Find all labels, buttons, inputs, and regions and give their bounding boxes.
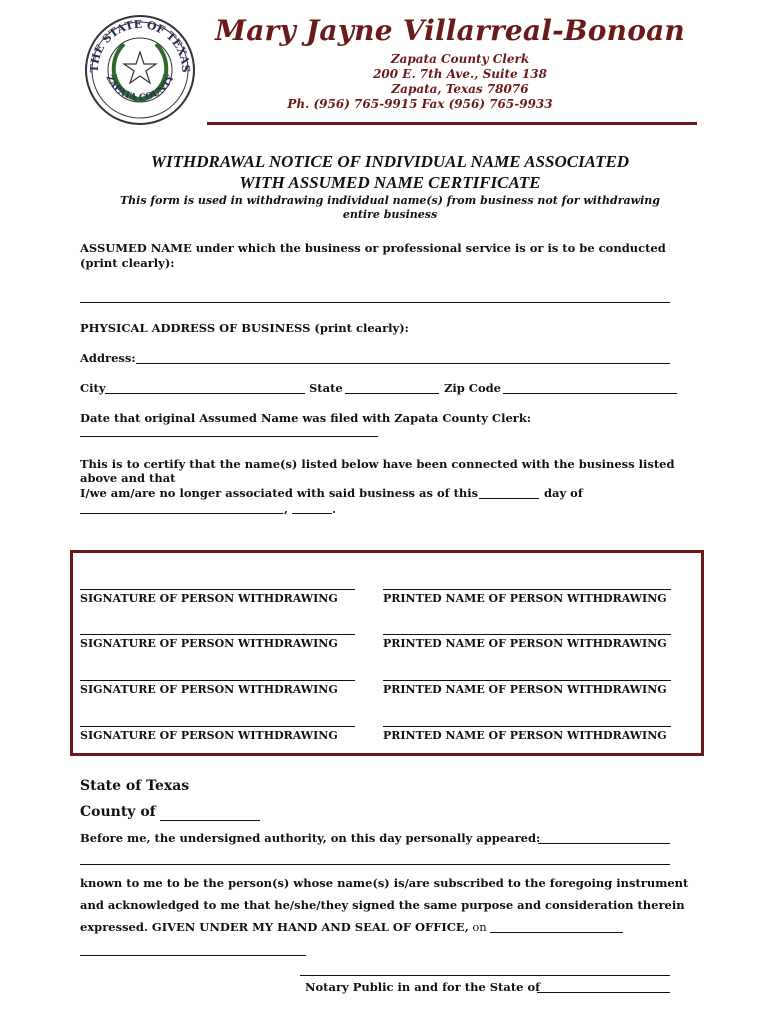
certify-text-3: I/we am/are no longer associated with said business as of this	[80, 486, 479, 500]
before-me-text: Before me, the undersigned authority, on this day personally appeared:	[80, 831, 541, 845]
office-city: Zapata, Texas 78076	[391, 82, 529, 96]
state-label: State	[309, 381, 343, 395]
address-label: Address:	[80, 351, 136, 365]
svg-text:THE STATE OF TEXAS: THE STATE OF TEXAS	[87, 17, 193, 73]
appeared-field[interactable]	[538, 843, 670, 844]
notary-state-label: State of Texas	[80, 778, 190, 794]
appeared-field-2[interactable]	[80, 864, 670, 865]
day-field[interactable]	[479, 498, 539, 499]
form-title-line2: WITH ASSUMED NAME CERTIFICATE	[239, 173, 541, 192]
known-text-2: and acknowledged to me that he/she/they signed the same purpose and consideration therein	[80, 898, 685, 912]
county-field[interactable]	[160, 820, 260, 821]
assumed-name-label-2: (print clearly):	[80, 256, 175, 270]
notary-name-field[interactable]	[300, 975, 670, 976]
form-title-line1: WITHDRAWAL NOTICE OF INDIVIDUAL NAME ASSOCIATED	[150, 152, 630, 171]
printed-name-field[interactable]	[383, 573, 671, 590]
signature-box	[70, 550, 704, 756]
expressed-text: expressed. GIVEN UNDER MY HAND AND SEAL OF OFFICE, on	[80, 920, 487, 934]
notary-county-label: County of	[80, 804, 156, 820]
city-label: City	[80, 381, 106, 395]
signature-row	[73, 618, 701, 648]
month-field[interactable]	[80, 513, 283, 514]
printed-name-field[interactable]	[383, 710, 671, 727]
signature-label: SIGNATURE OF PERSON WITHDRAWING	[80, 592, 338, 605]
printed-name-label: PRINTED NAME OF PERSON WITHDRAWING	[383, 729, 667, 742]
assumed-name-label: ASSUMED NAME under which the business or professional service is or is to be conducted	[80, 241, 666, 255]
address-field[interactable]	[136, 363, 670, 364]
known-text-1: known to me to be the person(s) whose name(s) is/are subscribed to the foregoing instrument	[80, 876, 689, 890]
printed-name-field[interactable]	[383, 618, 671, 635]
signature-row	[73, 710, 701, 740]
zip-label: Zip Code	[444, 381, 501, 395]
clerk-name: Mary Jayne Villarreal-Bonoan	[215, 14, 685, 47]
year-field[interactable]	[292, 513, 332, 514]
certify-text-2: above and that	[80, 471, 176, 485]
office-street: 200 E. 7th Ave., Suite 138	[373, 67, 547, 81]
printed-name-field[interactable]	[383, 664, 671, 681]
signature-label: SIGNATURE OF PERSON WITHDRAWING	[80, 729, 338, 742]
printed-name-label: PRINTED NAME OF PERSON WITHDRAWING	[383, 683, 667, 696]
form-subtitle-line2: entire business	[342, 208, 438, 221]
signature-label: SIGNATURE OF PERSON WITHDRAWING	[80, 637, 338, 650]
zip-field[interactable]	[503, 393, 677, 394]
signature-field[interactable]	[80, 618, 355, 635]
signature-field[interactable]	[80, 710, 355, 727]
city-field[interactable]	[105, 393, 305, 394]
header-divider	[207, 122, 697, 125]
physical-address-label: PHYSICAL ADDRESS OF BUSINESS (print clearly):	[80, 321, 409, 335]
office-title: Zapata County Clerk	[390, 52, 530, 66]
signature-field[interactable]	[80, 664, 355, 681]
signature-field[interactable]	[80, 573, 355, 590]
day-of-label: day of	[544, 486, 583, 500]
form-subtitle-line1: This form is used in withdrawing individual name(s) from business not for withdrawing	[120, 194, 660, 207]
certify-text-1: This is to certify that the name(s) listed below have been connected with the business listed	[80, 457, 675, 471]
signature-row	[73, 664, 701, 694]
notary-public-label: Notary Public in and for the State of	[305, 980, 541, 994]
signature-row	[73, 573, 701, 603]
given-date-field[interactable]	[490, 932, 623, 933]
printed-name-label: PRINTED NAME OF PERSON WITHDRAWING	[383, 592, 667, 605]
date-filed-label: Date that original Assumed Name was filed with Zapata County Clerk:	[80, 411, 532, 425]
notary-state-field[interactable]	[537, 992, 670, 993]
svg-text:ZAPATA COUNTY: ZAPATA COUNTY	[103, 73, 177, 104]
office-phone: Ph. (956) 765-9915 Fax (956) 765-9933	[287, 97, 553, 111]
date-filed-field[interactable]	[80, 436, 378, 437]
comma: ,	[284, 502, 289, 516]
period: .	[332, 502, 337, 516]
printed-name-label: PRINTED NAME OF PERSON WITHDRAWING	[383, 637, 667, 650]
signature-label: SIGNATURE OF PERSON WITHDRAWING	[80, 683, 338, 696]
notary-signature-field[interactable]	[80, 955, 306, 956]
assumed-name-field[interactable]	[80, 302, 670, 303]
state-field[interactable]	[345, 393, 439, 394]
